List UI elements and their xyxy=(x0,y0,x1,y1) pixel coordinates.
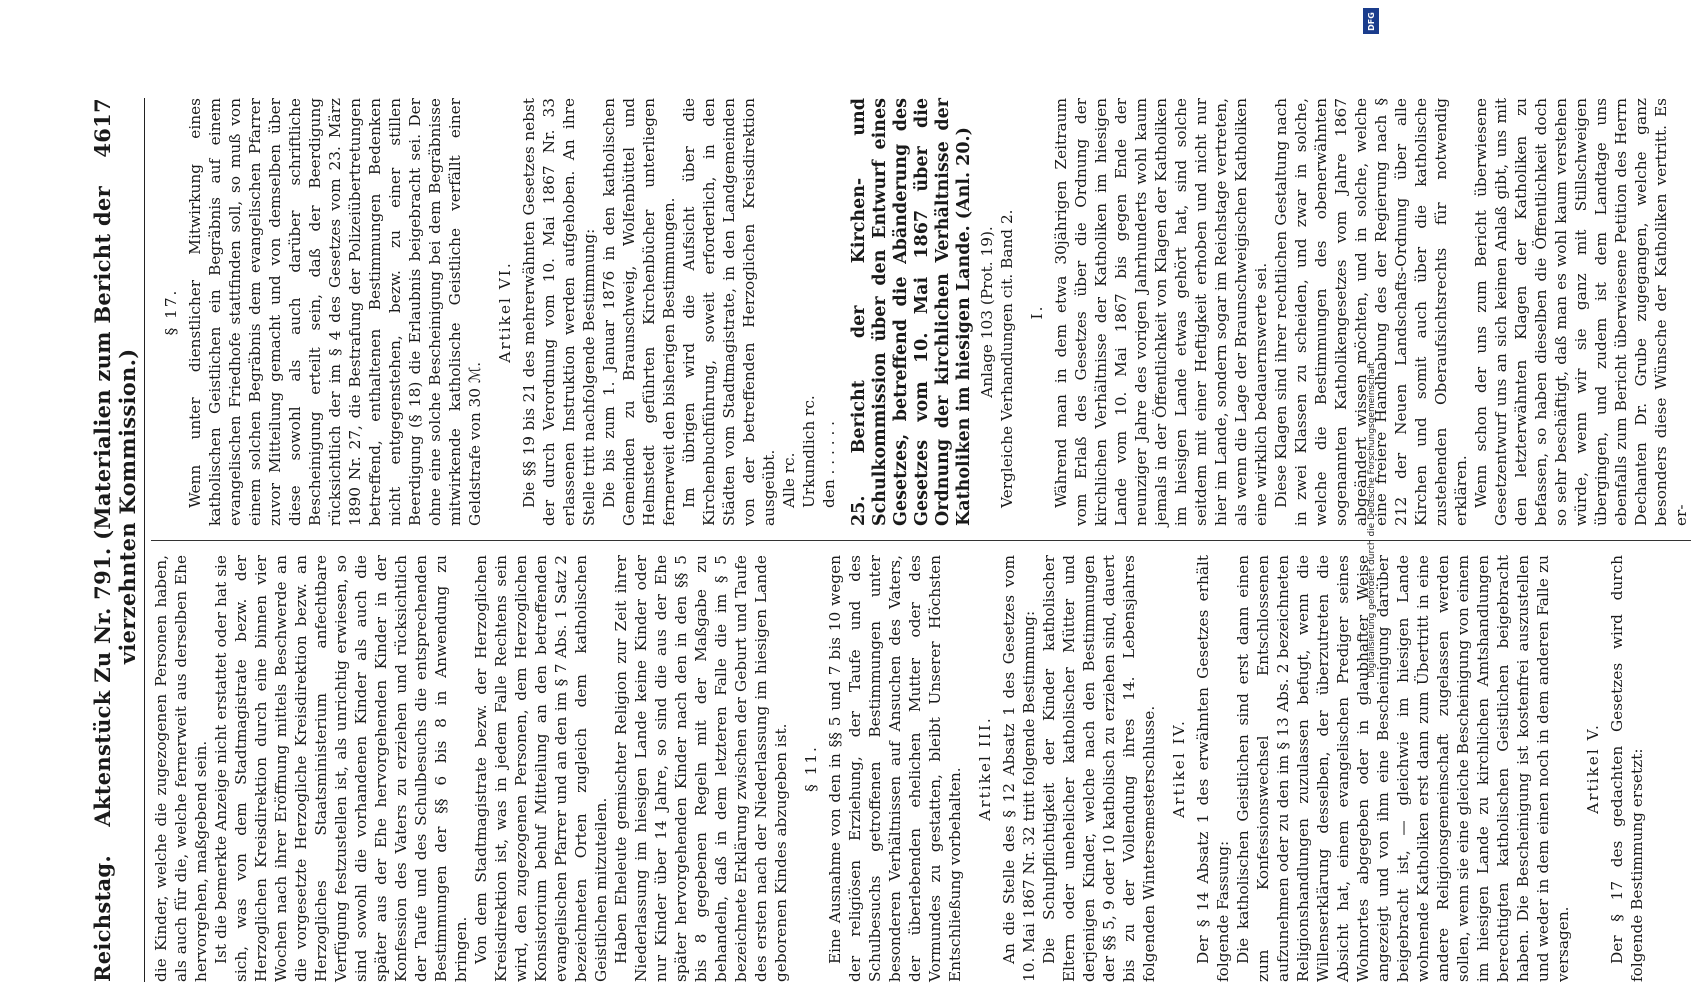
paragraph: Haben Eheleute gemischter Religion zur Zeit ihrer Niederlassung im hiesigen Lande keine Kinder oder nur Kinder über 14 Jahre, so sind die aus der Ehe später hervorgehenden Kinder nach den in den §§ 5 bis 8 gegebenen Regeln mit der Maßgabe zu behandeln, daß in dem letzteren Falle die im § 5 bezeichnete Erklärung zwischen der Geburt und Taufe des ersten nach der Niederlassung im hiesigen Lande geborenen Kindes abzugeben ist. xyxy=(612,555,790,982)
paragraph: Der § 17 des gedachten Gesetzes wird durch folgende Bestimmung ersetzt: xyxy=(1608,555,1646,982)
paragraph: An die Stelle des § 12 Absatz 1 des Gesetzes vom 10. Mai 1867 Nr. 32 tritt folgende Bestimmung: xyxy=(1000,555,1038,982)
report-title: 25. Bericht der Kirchen- und Schulkommission über den Entwurf eines Gesetzes, betreffend die Abänderung des Gesetzes vom 10. Mai 1867 über die Ordnung der kirchlichen Verhältnisse der Katholiken im hiesigen Lande. (Anl. 20.) xyxy=(849,98,974,526)
paragraph: Der § 14 Absatz 1 des erwähnten Gesetzes erhält folgende Fassung: xyxy=(1194,555,1232,982)
paragraph: Urkundlich rc. xyxy=(800,395,818,508)
paragraph: Ist die bemerkte Anzeige nicht erstattet oder hat sie sich, was von dem Stadtmagistrate bezw. der Herzoglichen Kreisdirektion durch eine binnen vier Wochen nach ihrer Eröffnung mittels Beschwerde an die vorgesetzte Herzogliche Kreisdirektion bezw. an Herzogliches Staatsministerium anfechtbare Verfügung festzustellen ist, als unrichtig erwiesen, so sind sowohl die vorhandenen Kinder als auch die später aus der Ehe hervorgehenden Kinder in der Konfession des Vaters zu erziehen und rücksichtlich der Taufe und des Schulbesuchs die entsprechenden Bestimmungen der §§ 6 bis 8 in Anwendung zu bringen. xyxy=(212,555,470,982)
right-column xyxy=(151,98,1691,540)
paragraph: Die katholischen Geistlichen sind erst dann einen zum Konfessionswechsel Entschlossenen aufzunehmen oder zu den im § 13 Abs. 2 bezeichneten Religionshandlungen zuzulassen befugt, wenn die Willenserklärung desselben, der überzutreten die Absicht hat, einem evangelischen Prediger seines Wohnortes abgegeben oder in glaubhafter Weise angezeigt und von ihm eine Bescheinigung darüber beigebracht ist, — gleichwie im hiesigen Lande wohnende Katholiken erst dann zum Übertritt in eine andere Religionsgemeinschaft zugelassen werden sollen, wenn sie eine gleiche Bescheinigung von einem im hiesigen Lande zu kirchlichen Amtshandlungen berechtigten katholischen Geistlichen beigebracht haben. Die Bescheinigung ist kostenfrei auszustellen und weder in dem einen noch in dem anderen Falle zu versagen. xyxy=(1234,555,1572,982)
dfg-logo-text: DFG xyxy=(1366,11,1376,31)
page-number: 4617 xyxy=(90,98,115,158)
paragraph: Von dem Stadtmagistrate bezw. der Herzoglichen Kreisdirektion ist, was in jedem Falle Rechtens sein wird, den zugezogenen Personen, dem Herzoglichen Konsistorium behuf Mitteilung an den betreffenden evangelischen Pfarrer und an den im § 7 Abs. 1 Satz 2 bezeichneten Orten zugleich dem katholischen Geistlichen mitzuteilen. xyxy=(472,555,610,982)
paragraph: den . . . . . . xyxy=(820,420,838,508)
article-heading: Artikel VI. xyxy=(496,261,514,363)
article-heading: Artikel IV. xyxy=(1170,719,1188,818)
section-heading: § 11. xyxy=(802,745,820,792)
section-numeral: I. xyxy=(1028,304,1046,320)
left-column xyxy=(151,540,1691,982)
page-header xyxy=(90,98,145,982)
annex-reference: Anlage 103 (Prot. 19). xyxy=(978,226,996,398)
paragraph: Eine Ausnahme von den in §§ 5 und 7 bis 10 wegen der religiösen Erziehung, der Taufe und des Schulbesuchs getroffenen Bestimmungen unter besonderen Verhältnissen auf Ansuchen des Vaters, der überlebenden ehelichen Mutter oder des Vormundes zu gestatten, bleibt Unserer Höchsten Entschließung vorbehalten. xyxy=(826,555,964,982)
header-title: Aktenstück Zu Nr. 791. (Materialien zum Bericht der vierzehnten Kommission.) xyxy=(90,186,140,827)
funding-note: Digitalisierung gefördert durch die Deutsche Forschungsgemeinschaft xyxy=(1367,362,1377,678)
paragraph: Diese Klagen sind ihrer rechtlichen Gestaltung nach in zwei Klassen zu scheiden, und zwar in solche, welche die Bestimmungen des obenerwähnten sogenannten Katholikengesetzes vom Jahre 1867 abgeändert wissen möchten, und in solche, welche eine freiere Handhabung des der Regierung nach § 212 der Neuen Landschafts-Ordnung über alle Kirchen und somit auch über die katholische zustehenden Oberaufsichtsrechts für notwendig erklären. xyxy=(1272,98,1470,526)
paragraph: Vergleiche Verhandlungen cit. Band 2. xyxy=(998,209,1016,508)
header-left: Reichstag. xyxy=(90,855,115,982)
paragraph: Wenn unter dienstlicher Mitwirkung eines katholischen Geistlichen ein Begräbnis auf einem evangelischen Friedhofe stattfinden soll, so muß von einem solchen Begräbnis dem evangelischen Pfarrer zuvor Mitteilung gemacht und von demselben über diese sowohl als auch darüber schriftliche Bescheinigung erteilt sein, daß der Beerdigung rücksichtlich der im § 4 des Gesetzes vom 23. März 1890 Nr. 27, die Bestrafung der Polizeiübertretungen betreffend, enthaltenen Bestimmungen Bedenken nicht entgegenstehen, bezw. zu einer stillen Beerdigung (§ 18) die Erlaubnis beigebracht sei. Der ohne eine solche Bescheinigung bei dem Begräbnisse mitwirkende katholische Geistliche verfällt einer Geldstrafe von 30 ℳ. xyxy=(186,98,484,526)
paragraph: die Kinder, welche die zugezogenen Personen haben, als auch für die, welche fernerweit aus derselben Ehe hervorgehen, maßgebend sein. xyxy=(152,555,210,982)
paragraph: Während man in dem etwa 30jährigen Zeitraum vom Erlaß des Gesetzes über die Ordnung der kirchlichen Verhältnisse der Katholiken im hiesigen Lande vom 10. Mai 1867 bis gegen Ende der neunziger Jahre des vorigen Jahrhunderts wohl kaum jemals in der Öffentlichkeit von Klagen der Katholiken im hiesigen Lande etwas gehört hat, sind solche seitdem mit einer Heftigkeit erhoben und nicht nur hier im Lande, sondern sogar im Reichstage vertreten, als wenn die Lage der Braunschweigischen Katholiken eine wirklich bedauernswerte sei. xyxy=(1052,98,1270,526)
article-heading: Artikel V. xyxy=(1584,723,1602,814)
two-column-body xyxy=(151,98,1691,982)
dfg-logo xyxy=(1363,8,1379,34)
paragraph: Wenn schon der uns zum Bericht überwiesene Gesetzentwurf uns an sich keinen Anlaß gibt, uns mit den letzterwähnten Klagen der Katholiken zu befassen, so haben dieselben die Öffentlichkeit doch so sehr beschäftigt, daß man es wohl kaum verstehen würde, wenn wir sie ganz mit Stillschweigen übergingen, und zudem ist dem Landtage uns ebenfalls zum Bericht überwiesene Petition des Herrn Dechanten Dr. Grube zugegangen, welche ganz besonders diese Wünsche der Katholiken vertritt. Es er- xyxy=(1472,98,1690,526)
section-heading: § 17. xyxy=(162,288,180,336)
paragraph: Alle rc. xyxy=(780,452,798,508)
paragraph: Die §§ 19 bis 21 des mehrerwähnten Gesetzes nebst der durch Verordnung vom 10. Mai 1867 Nr. 33 erlassenen Instruktion werden aufgehoben. An ihre Stelle tritt nachfolgende Bestimmung: xyxy=(520,98,598,526)
paragraph: Im übrigen wird die Aufsicht über die Kirchenbuchführung, soweit erforderlich, in den Städten vom Stadtmagistrate, in den Landgemeinden von der betreffenden Herzoglichen Kreisdirektion ausgeübt. xyxy=(680,98,778,526)
paragraph: Die Schulpflichtigkeit der Kinder katholischer Eltern oder unehelicher katholischer Mütter und derjenigen Kinder, welche nach den Bestimmungen der §§ 5, 9 oder 10 katholisch zu erziehen sind, dauert bis zu der Vollendung ihres 14. Lebensjahres folgenden Wintersemesterschlusse. xyxy=(1040,555,1158,982)
paragraph: Die bis zum 1. Januar 1876 in den katholischen Gemeinden zu Braunschweig, Wolfenbüttel und Helmstedt geführten Kirchenbücher unterliegen fernerweit den bisherigen Bestimmungen. xyxy=(600,98,678,526)
article-heading: Artikel III. xyxy=(976,716,994,821)
